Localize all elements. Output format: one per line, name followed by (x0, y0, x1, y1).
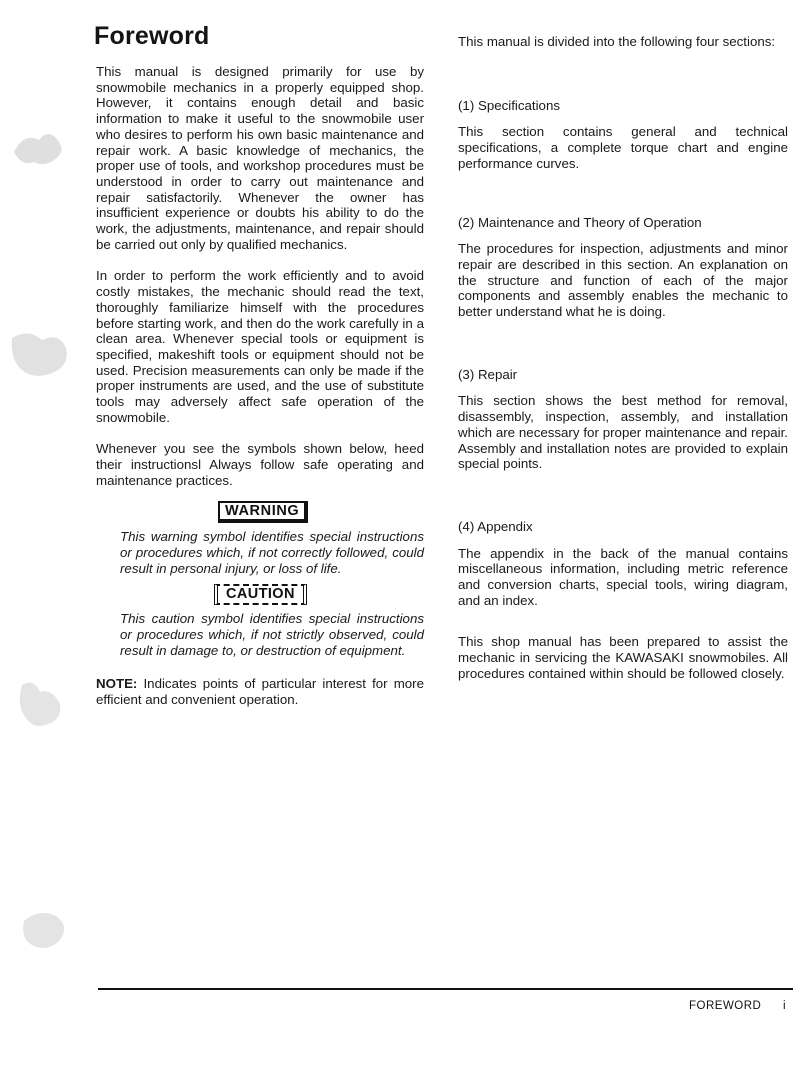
left-column (96, 64, 424, 708)
footer-rule (98, 988, 793, 990)
section-heading-specifications: (1) Specifications (458, 97, 560, 113)
warning-symbol: WARNING (218, 501, 308, 524)
page-number: i (783, 1000, 786, 1012)
margin-doodle-1 (4, 112, 84, 182)
note-paragraph (96, 676, 424, 707)
margin-doodle-4 (4, 896, 84, 966)
caution-description: This caution symbol identifies special instructions or procedures which, if not strictly observed, could result in damage to, or destruction of equipment. (120, 611, 424, 658)
section-heading-repair: (3) Repair (458, 366, 518, 382)
margin-doodle-3 (4, 670, 84, 740)
margin-doodle-2 (4, 318, 84, 388)
page-title: Foreword (94, 22, 210, 50)
procedure-paragraph: In order to perform the work efficiently and to avoid costly mistakes, the mechanic should read the text, thoroughly familiarize himself with the procedures before starting work, and then do the work carefully in a clean area. Whenever special tools or equipment is specified, makeshift tools or equipment should not be used. Precision measurements can only be made if the proper instruments are used, and the use of substitute tools may adversely affect safe operation of the snowmobile. (96, 268, 424, 425)
closing-paragraph: This shop manual has been prepared to assist the mechanic in servicing the KAWASAKI snowmobiles. All procedures contained within should be followed closely. (458, 634, 788, 681)
warning-description: This warning symbol identifies special instructions or procedures which, if not correctly followed, could result in personal injury, or loss of life. (120, 529, 424, 576)
note-text: Indicates points of particular interest for more efficient and convenient operation. (96, 676, 424, 707)
sections-intro: This manual is divided into the following four sections: (458, 34, 776, 49)
section-body-appendix: The appendix in the back of the manual contains miscellaneous information, including metric reference and conversion charts, special tools, wiring diagram, and an index. (458, 545, 788, 608)
right-column (458, 34, 788, 682)
caution-symbol: CAUTION (214, 584, 307, 605)
footer-section-label: FOREWORD (689, 1000, 762, 1012)
section-body-repair: This section shows the best method for removal, disassembly, inspection, assembly, and installation which are necessary for proper maintenance and repair. Assembly and installation notes are provided to explain special points. (458, 393, 788, 472)
intro-paragraph: This manual is designed primarily for use by snowmobile mechanics in a properly equipped shop. However, it contains enough detail and basic information to make it useful to the snowmobile user who desires to perform his own basic maintenance and repair work. A basic knowledge of mechanics, the proper use of tools, and workshop procedures must be understood in order to carry out maintenance and repair satisfactorily. Whenever the owner has insufficient experience or doubts his ability to do the work, the adjustments, maintenance, and repair should be carried out only by qualified mechanics. (96, 64, 424, 252)
symbols-intro-paragraph: Whenever you see the symbols shown below, heed their instructionsl Always follow safe operating and maintenance practices. (96, 441, 424, 488)
section-body-maintenance: The procedures for inspection, adjustments and minor repair are described in this section. An explanation on the structure and function of each of the major components and assembly enables the mechanic to better understand what he is doing. (458, 241, 788, 320)
section-heading-appendix: (4) Appendix (458, 518, 533, 534)
section-heading-maintenance: (2) Maintenance and Theory of Operation (458, 214, 702, 230)
section-body-specifications: This section contains general and technical specifications, a complete torque chart and engine performance curves. (458, 124, 788, 171)
note-label: NOTE: (96, 676, 138, 692)
